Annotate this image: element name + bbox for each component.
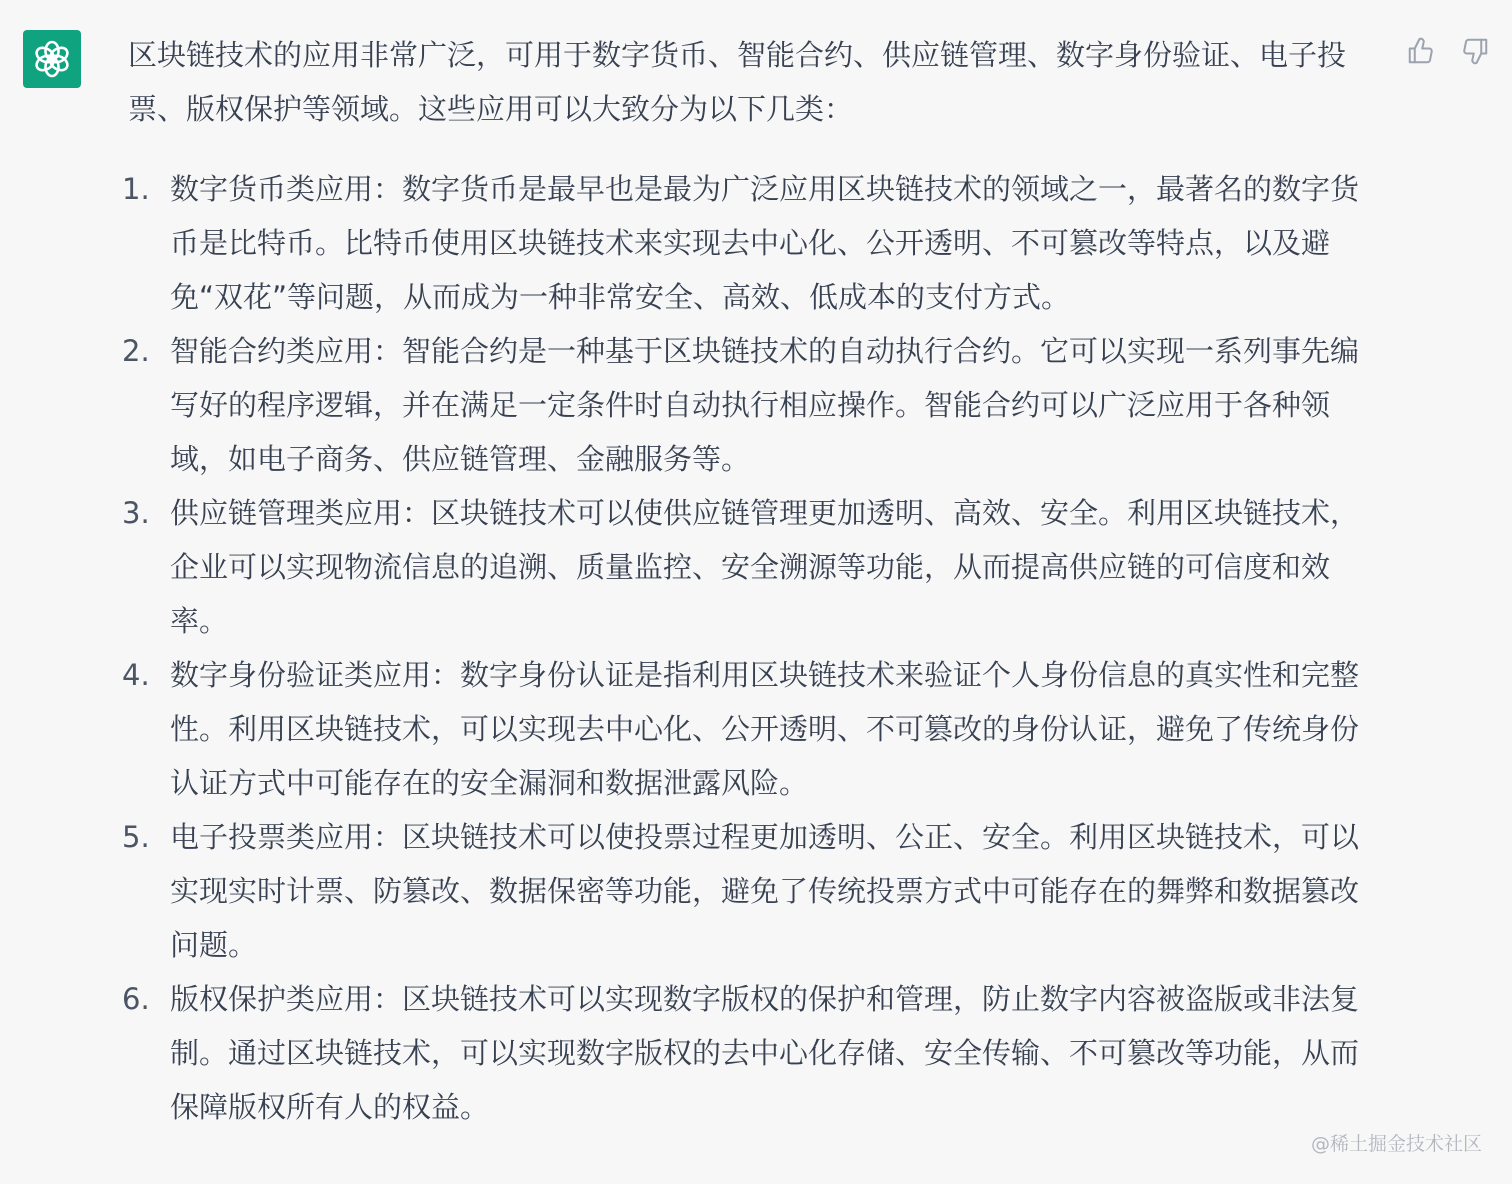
list-item-text: 数字身份验证类应用：数字身份认证是指利用区块链技术来验证个人身份信息的真实性和完整性。利用区块链技术，可以实现去中心化、公开透明、不可篡改的身份认证，避免了传统身份认证方式中可能存在的安全漏洞和数据泄露风险。 [170,658,1360,800]
assistant-avatar [23,30,81,88]
application-list [122,162,1370,1134]
assistant-message [122,28,1370,1134]
feedback-buttons [1406,36,1490,66]
list-item [122,324,1370,486]
list-item [122,648,1370,810]
list-item [122,972,1370,1134]
list-item-number: 4. [122,658,150,692]
list-item [122,486,1370,648]
list-item-number: 3. [122,496,150,530]
list-item-text: 电子投票类应用：区块链技术可以使投票过程更加透明、公正、安全。利用区块链技术，可以实现实时计票、防篡改、数据保密等功能，避免了传统投票方式中可能存在的舞弊和数据篡改问题。 [170,820,1360,962]
list-item-text: 供应链管理类应用：区块链技术可以使供应链管理更加透明、高效、安全。利用区块链技术，企业可以实现物流信息的追溯、质量监控、安全溯源等功能，从而提高供应链的可信度和效率。 [170,496,1360,638]
message-intro: 区块链技术的应用非常广泛，可用于数字货币、智能合约、供应链管理、数字身份验证、电子投票、版权保护等领域。这些应用可以大致分为以下几类： [128,38,1347,126]
list-item-text: 智能合约类应用：智能合约是一种基于区块链技术的自动执行合约。它可以实现一系列事先编写好的程序逻辑，并在满足一定条件时自动执行相应操作。智能合约可以广泛应用于各种领域，如电子商务、供应链管理、金融服务等。 [170,334,1360,476]
openai-logo-icon [31,38,73,80]
dislike-button[interactable] [1460,36,1490,66]
list-item [122,810,1370,972]
list-item-number: 2. [122,334,150,368]
list-item-text: 数字货币类应用：数字货币是最早也是最为广泛应用区块链技术的领域之一，最著名的数字货币是比特币。比特币使用区块链技术来实现去中心化、公开透明、不可篡改等特点，以及避免“双花”等问题，从而成为一种非常安全、高效、低成本的支付方式。 [170,172,1360,314]
list-item-number: 1. [122,172,150,206]
watermark: @稀土掘金技术社区 [1310,1133,1482,1155]
thumbs-up-icon [1406,36,1436,66]
list-item-text: 版权保护类应用：区块链技术可以实现数字版权的保护和管理，防止数字内容被盗版或非法复制。通过区块链技术，可以实现数字版权的去中心化存储、安全传输、不可篡改等功能，从而保障版权所有人的权益。 [170,982,1360,1124]
list-item-number: 6. [122,982,150,1016]
list-item [122,162,1370,324]
like-button[interactable] [1406,36,1436,66]
thumbs-down-icon [1460,36,1490,66]
list-item-number: 5. [122,820,150,854]
